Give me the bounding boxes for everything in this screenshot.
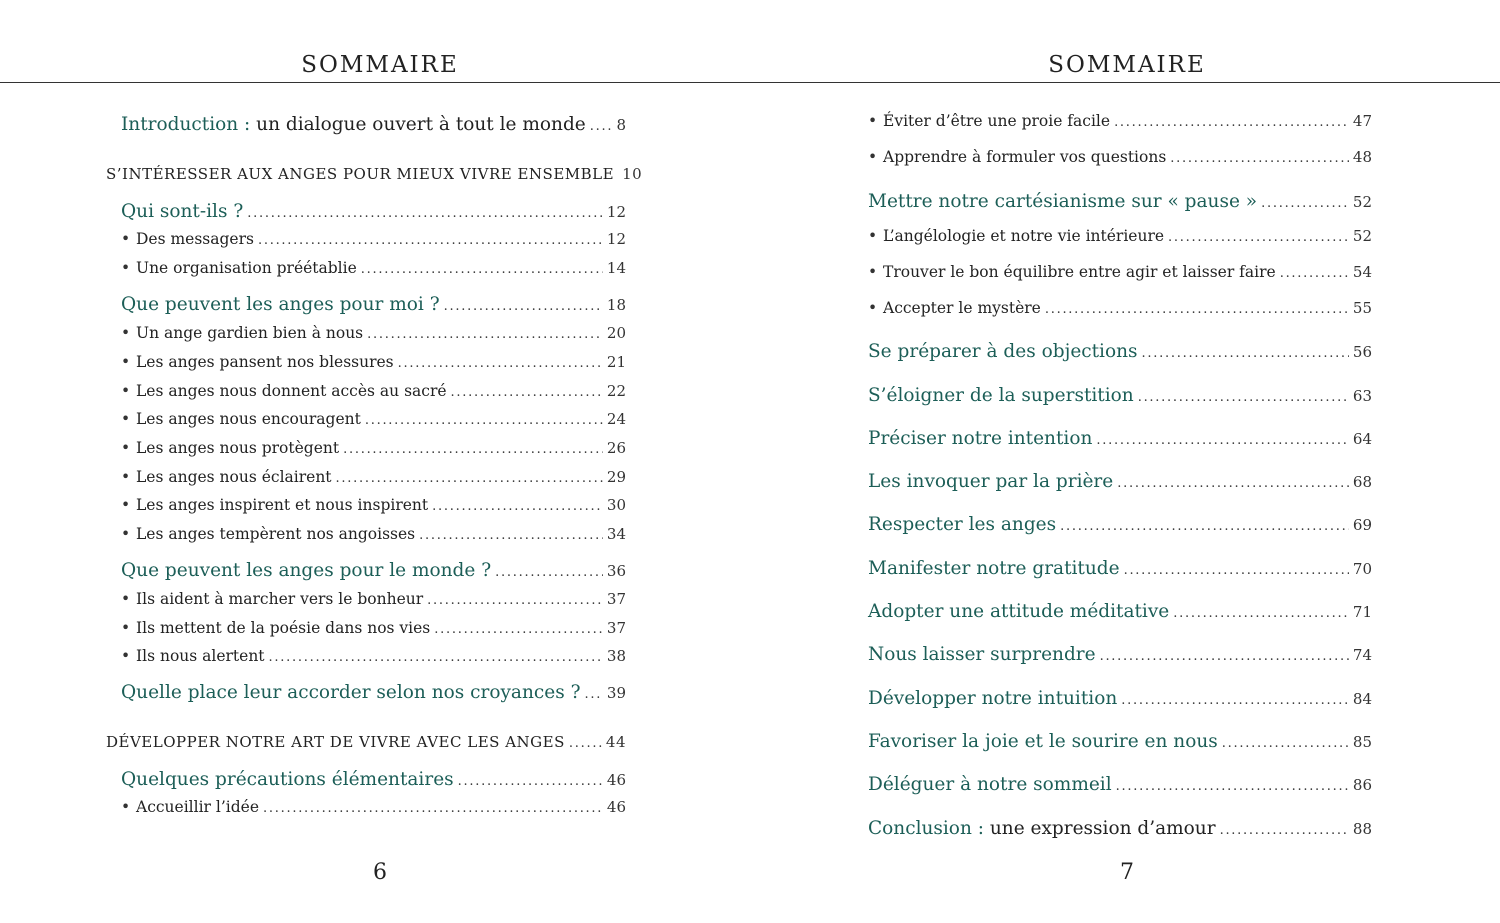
dot-leader	[1100, 649, 1349, 664]
page-title: SOMMAIRE	[301, 52, 459, 78]
toc-page-number: 21	[606, 353, 626, 371]
bullet-icon: •	[868, 148, 878, 166]
toc-label	[868, 471, 1113, 492]
toc-page-number: 46	[606, 771, 626, 789]
toc-entry-text: Accueillir l’idée	[136, 798, 259, 816]
toc-subentry	[868, 227, 1372, 245]
dot-leader	[361, 262, 603, 277]
dot-leader	[495, 565, 603, 580]
toc-section-title: Développer notre intuition	[868, 688, 1118, 709]
toc-label	[868, 688, 1117, 709]
toc-subentry	[121, 439, 626, 457]
bullet-icon: •	[121, 324, 131, 342]
toc-entry-text: Ils nous alertent	[136, 647, 265, 665]
toc-page-number: 68	[1352, 473, 1372, 491]
toc-section	[868, 341, 1372, 362]
bullet-icon: •	[868, 263, 878, 281]
toc-page-number: 26	[606, 439, 626, 457]
toc-entry-text: Apprendre à formuler vos questions	[883, 148, 1167, 166]
toc-label	[121, 114, 586, 135]
toc-section	[121, 201, 626, 222]
toc-section-title: Manifester notre gratitude	[868, 558, 1120, 579]
bullet-icon: •	[121, 353, 131, 371]
toc-page-number: 12	[606, 203, 626, 221]
dot-leader	[367, 327, 603, 342]
toc-section-title: Quelle place leur accorder selon nos croyances ?	[121, 682, 581, 703]
toc-label	[868, 299, 1041, 317]
toc-label	[121, 682, 580, 703]
toc-page-number: 52	[1352, 193, 1372, 211]
dot-leader	[1116, 779, 1349, 794]
toc-label	[868, 227, 1164, 245]
toc-section	[121, 682, 626, 703]
toc-part-heading	[106, 733, 626, 751]
toc-part-heading	[106, 165, 643, 183]
bullet-icon: •	[121, 468, 131, 486]
toc-label	[868, 601, 1169, 622]
toc-section-title: Introduction :	[121, 114, 251, 135]
toc-subentry	[121, 468, 626, 486]
dot-leader	[1173, 606, 1349, 621]
toc-label	[121, 410, 361, 428]
toc-section	[868, 644, 1372, 665]
toc-label	[868, 558, 1120, 579]
toc-page-number: 84	[1352, 690, 1372, 708]
toc-page-number: 70	[1352, 560, 1372, 578]
toc-subentry	[868, 263, 1372, 281]
bullet-icon: •	[121, 230, 131, 248]
toc-page-number: 29	[606, 468, 626, 486]
toc-entry-text: Les anges nous protègent	[136, 439, 340, 457]
toc-section-title: Adopter une attitude méditative	[868, 601, 1170, 622]
dot-leader	[1220, 823, 1349, 838]
dot-leader	[451, 385, 603, 400]
toc-entry-text: Les anges nous donnent accès au sacré	[136, 382, 447, 400]
dot-leader	[1117, 476, 1349, 491]
bullet-icon: •	[868, 227, 878, 245]
toc-label	[868, 514, 1056, 535]
toc-section	[868, 731, 1372, 752]
toc-entry-text: Les anges inspirent et nous inspirent	[136, 496, 429, 514]
toc-page-number: 69	[1352, 516, 1372, 534]
dot-leader	[584, 687, 602, 702]
dot-leader	[365, 413, 603, 428]
bullet-icon: •	[121, 525, 131, 543]
toc-subentry	[121, 324, 626, 342]
toc-subentry	[121, 590, 626, 608]
dot-leader	[1280, 266, 1349, 281]
bullet-icon: •	[121, 798, 131, 816]
toc-subentry	[121, 496, 626, 514]
dot-leader	[590, 119, 613, 134]
toc-section-title: Nous laisser surprendre	[868, 644, 1096, 665]
toc-section-title: S’éloigner de la superstition	[868, 385, 1134, 406]
toc-page-number: 54	[1352, 263, 1372, 281]
toc-label	[121, 201, 243, 222]
toc-section	[868, 558, 1372, 579]
toc-section	[868, 818, 1372, 839]
dot-leader	[432, 499, 603, 514]
toc-subentry	[121, 525, 626, 543]
toc-label	[868, 644, 1096, 665]
toc-section	[868, 774, 1372, 795]
page-title: SOMMAIRE	[1048, 52, 1206, 78]
toc-section-title: Favoriser la joie et le sourire en nous	[868, 731, 1218, 752]
toc-subentry	[121, 798, 626, 816]
toc-section-title: Que peuvent les anges pour le monde ?	[121, 560, 492, 581]
toc-subentry	[121, 230, 626, 248]
toc-section-title: Quelques précautions élémentaires	[121, 769, 454, 790]
toc-subentry	[868, 299, 1372, 317]
toc-section	[121, 560, 626, 581]
toc-page-number: 34	[606, 525, 626, 543]
dot-leader	[434, 622, 603, 637]
toc-page-number: 64	[1352, 430, 1372, 448]
dot-leader	[1121, 693, 1349, 708]
toc-page-number: 24	[606, 410, 626, 428]
toc-section-subtitle: un dialogue ouvert à tout le monde	[250, 114, 586, 135]
toc-entry-text: Les anges nous encouragent	[136, 410, 361, 428]
toc-section	[121, 294, 626, 315]
dot-leader	[419, 528, 603, 543]
toc-entry-text: Accepter le mystère	[883, 299, 1041, 317]
toc-subentry	[868, 112, 1372, 130]
toc-entry-text: Une organisation préétablie	[136, 259, 357, 277]
toc-section	[868, 191, 1372, 212]
bullet-icon: •	[868, 112, 878, 130]
toc-page-number: 36	[606, 562, 626, 580]
toc-page-number: 55	[1352, 299, 1372, 317]
bullet-icon: •	[121, 647, 131, 665]
dot-leader	[569, 736, 602, 751]
dot-leader	[1060, 519, 1349, 534]
toc-page-number: 85	[1352, 733, 1372, 751]
toc-entry-text: L’angélologie et notre vie intérieure	[883, 227, 1165, 245]
toc-label	[121, 647, 265, 665]
toc-subentry	[121, 410, 626, 428]
toc-subentry	[121, 619, 626, 637]
toc-label	[868, 341, 1138, 362]
toc-label	[121, 294, 440, 315]
toc-section	[121, 769, 626, 790]
toc-section-title: Respecter les anges	[868, 514, 1057, 535]
toc-section	[868, 385, 1372, 406]
toc-label	[868, 774, 1112, 795]
toc-entry-text: DÉVELOPPER NOTRE ART DE VIVRE AVEC LES ANGES	[106, 733, 565, 751]
bullet-icon: •	[121, 439, 131, 457]
toc-section-title: Se préparer à des objections	[868, 341, 1138, 362]
toc-label	[121, 324, 363, 342]
dot-leader	[263, 801, 603, 816]
toc-entry-text: S’INTÉRESSER AUX ANGES POUR MIEUX VIVRE ENSEMBLE	[106, 165, 615, 183]
toc-section	[868, 428, 1372, 449]
toc-entry-text: Les anges pansent nos blessures	[136, 353, 394, 371]
toc-label	[121, 259, 357, 277]
dot-leader	[1124, 563, 1349, 578]
bullet-icon: •	[868, 299, 878, 317]
toc-subentry	[121, 647, 626, 665]
toc-subentry	[121, 353, 626, 371]
dot-leader	[258, 233, 603, 248]
dot-leader	[343, 442, 603, 457]
page-number: 7	[1120, 860, 1134, 885]
toc-label	[106, 733, 565, 751]
toc-entry-text: Ils mettent de la poésie dans nos vies	[136, 619, 431, 637]
right-page	[750, 0, 1500, 923]
dot-leader	[1261, 196, 1349, 211]
toc-page-number: 71	[1352, 603, 1372, 621]
toc-label	[868, 148, 1166, 166]
page-number: 6	[373, 860, 387, 885]
dot-leader	[1096, 433, 1349, 448]
dot-leader	[398, 356, 603, 371]
toc-page-number: 22	[606, 382, 626, 400]
toc-page-number: 46	[606, 798, 626, 816]
toc-section	[121, 114, 626, 135]
toc-label	[121, 560, 491, 581]
toc-label	[868, 731, 1218, 752]
toc-page-number: 47	[1352, 112, 1372, 130]
dot-leader	[1142, 346, 1349, 361]
dot-leader	[269, 650, 603, 665]
dot-leader	[1045, 302, 1349, 317]
toc-page-number: 48	[1352, 148, 1372, 166]
toc-label	[121, 525, 415, 543]
dot-leader	[336, 471, 603, 486]
toc-section-title: Préciser notre intention	[868, 428, 1093, 449]
dot-leader	[1114, 115, 1349, 130]
toc-section	[868, 688, 1372, 709]
bullet-icon: •	[121, 259, 131, 277]
dot-leader	[427, 593, 603, 608]
toc-section	[868, 601, 1372, 622]
toc-page-number: 12	[606, 230, 626, 248]
bullet-icon: •	[121, 590, 131, 608]
dot-leader	[247, 206, 603, 221]
dot-leader	[1170, 151, 1349, 166]
toc-page-number: 52	[1352, 227, 1372, 245]
toc-label	[868, 263, 1276, 281]
toc-label	[121, 590, 423, 608]
toc-page-number: 39	[606, 684, 626, 702]
toc-entry-text: Trouver le bon équilibre entre agir et laisser faire	[883, 263, 1276, 281]
toc-label	[121, 769, 454, 790]
dot-leader	[458, 774, 603, 789]
dot-leader	[1168, 230, 1349, 245]
bullet-icon: •	[121, 496, 131, 514]
toc-page-number: 44	[605, 733, 626, 751]
toc-page-number: 14	[606, 259, 626, 277]
toc-label	[121, 382, 447, 400]
toc-label	[868, 428, 1092, 449]
toc-label	[121, 353, 394, 371]
toc-label	[121, 230, 254, 248]
toc-label	[868, 818, 1216, 839]
toc-page-number: 37	[606, 590, 626, 608]
toc-label	[121, 798, 259, 816]
toc-entry-text: Éviter d’être une proie facile	[883, 112, 1111, 130]
dot-leader	[1222, 736, 1349, 751]
dot-leader	[1138, 390, 1349, 405]
toc-section-title: Qui sont-ils ?	[121, 201, 244, 222]
toc-page-number: 18	[606, 296, 626, 314]
toc-label	[121, 468, 332, 486]
toc-label	[868, 385, 1134, 406]
toc-section	[868, 514, 1372, 535]
toc-page-number: 10	[622, 165, 643, 183]
toc-page-number: 63	[1352, 387, 1372, 405]
toc-label	[868, 191, 1257, 212]
toc-section-title: Conclusion :	[868, 818, 984, 839]
toc-page-number: 56	[1352, 343, 1372, 361]
toc-entry-text: Les anges tempèrent nos angoisses	[136, 525, 416, 543]
toc-label	[121, 439, 339, 457]
toc-section-title: Les invoquer par la prière	[868, 471, 1114, 492]
toc-section-subtitle: une expression d’amour	[983, 818, 1216, 839]
toc-page-number: 86	[1352, 776, 1372, 794]
bullet-icon: •	[121, 410, 131, 428]
toc-entry-text: Un ange gardien bien à nous	[136, 324, 364, 342]
toc-section-title: Déléguer à notre sommeil	[868, 774, 1112, 795]
toc-label	[121, 496, 428, 514]
toc-section-title: Que peuvent les anges pour moi ?	[121, 294, 440, 315]
toc-label	[121, 619, 430, 637]
toc-section-title: Mettre notre cartésianisme sur « pause »	[868, 191, 1258, 212]
dot-leader	[444, 299, 603, 314]
toc-page-number: 30	[606, 496, 626, 514]
toc-entry-text: Des messagers	[136, 230, 254, 248]
toc-label	[106, 165, 614, 183]
bullet-icon: •	[121, 619, 131, 637]
toc-section	[868, 471, 1372, 492]
toc-label	[868, 112, 1110, 130]
toc-page-number: 74	[1352, 646, 1372, 664]
toc-page-number: 88	[1352, 820, 1372, 838]
toc-entry-text: Les anges nous éclairent	[136, 468, 332, 486]
toc-page-number: 38	[606, 647, 626, 665]
toc-subentry	[121, 259, 626, 277]
toc-subentry	[868, 148, 1372, 166]
toc-page-number: 8	[616, 116, 626, 134]
toc-page-number: 20	[606, 324, 626, 342]
toc-entry-text: Ils aident à marcher vers le bonheur	[136, 590, 424, 608]
toc-subentry	[121, 382, 626, 400]
toc-page-number: 37	[606, 619, 626, 637]
bullet-icon: •	[121, 382, 131, 400]
